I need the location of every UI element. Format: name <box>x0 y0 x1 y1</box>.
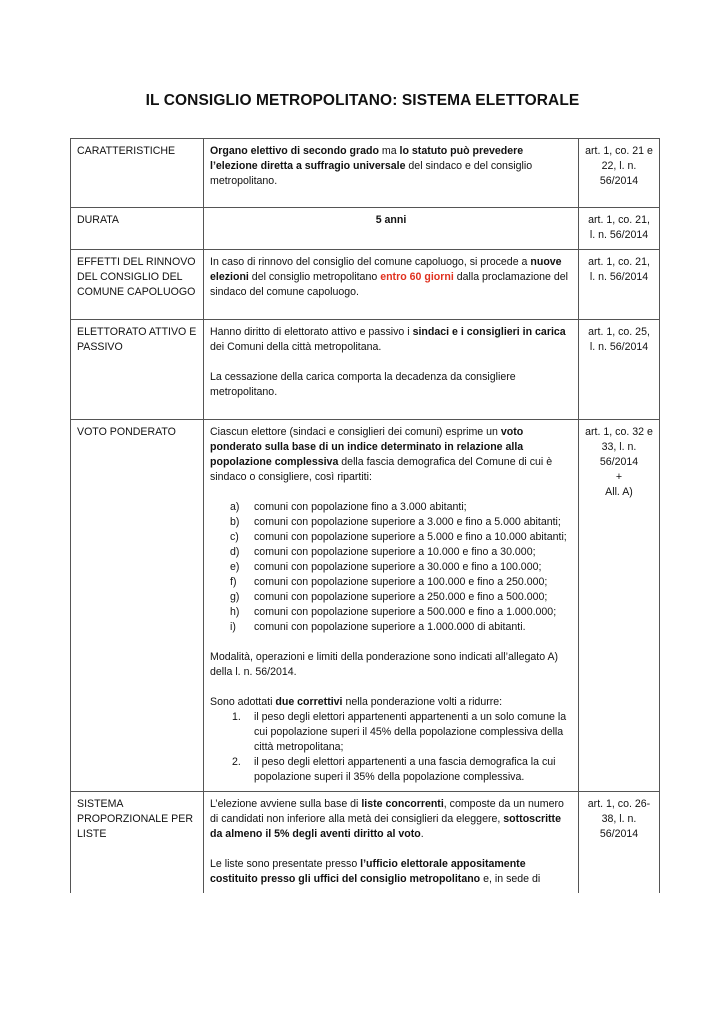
row-text: Hanno diritto di elettorato attivo e passivo i sindaci e i consiglieri in carica dei Comuni della città metropolitana. La cessazione della carica comporta la decadenza da consigliere metropolitano. <box>204 320 579 420</box>
table-row <box>71 208 660 250</box>
list-item: 1. il peso degli elettori appartenenti appartenenti a un solo comune la cui popolazione superi il 45% della popolazione complessiva della città metropolitana; <box>232 711 567 753</box>
list-item: e) comuni con popolazione superiore a 30.000 e fino a 100.000; <box>230 561 542 573</box>
row-reference: art. 1, co. 21, l. n. 56/2014 <box>579 250 660 320</box>
row-reference: art. 1, co. 25, l. n. 56/2014 <box>579 320 660 420</box>
row-text: Organo elettivo di secondo grado ma lo statuto può prevedere l’elezione diretta a suffragio universale del sindaco e del consiglio metropolitano. <box>204 139 579 208</box>
row-text: L’elezione avviene sulla base di liste concorrenti, composte da un numero di candidati non inferiore alla metà dei consiglieri da eleggere, sottoscritte da almeno il 5% degli aventi diritto al voto. Le liste sono presentate presso l’ufficio elettorale appositamente costituito presso gli uffici del consiglio metropolitano e, in sede di <box>204 792 579 894</box>
list-item: a) comuni con popolazione fino a 3.000 abitanti; <box>230 501 467 513</box>
list-item: f) comuni con popolazione superiore a 100.000 e fino a 250.000; <box>230 576 548 588</box>
list-item: 2. il peso degli elettori appartenenti a una fascia demografica la cui popolazione superi il 35% della popolazione complessiva. <box>232 756 556 783</box>
row-label: SISTEMA PROPORZIONALE PER LISTE <box>71 792 204 894</box>
table-row <box>71 139 660 208</box>
row-label: VOTO PONDERATO <box>71 420 204 792</box>
row-label: DURATA <box>71 208 204 250</box>
population-bands-list <box>210 500 572 635</box>
table-row <box>71 792 660 894</box>
row-reference: art. 1, co. 21 e 22, l. n. 56/2014 <box>579 139 660 208</box>
table-row <box>71 420 660 792</box>
row-reference: art. 1, co. 21, l. n. 56/2014 <box>579 208 660 250</box>
deadline-highlight: entro 60 giorni <box>380 271 454 283</box>
row-reference: art. 1, co. 32 e 33, l. n. 56/2014 + All. A) <box>579 420 660 792</box>
row-label: EFFETTI DEL RINNOVO DEL CONSIGLIO DEL COMUNE CAPOLUOGO <box>71 250 204 320</box>
list-item: h) comuni con popolazione superiore a 500.000 e fino a 1.000.000; <box>230 606 557 618</box>
list-item: b) comuni con popolazione superiore a 3.000 e fino a 5.000 abitanti; <box>230 516 561 528</box>
row-label: ELETTORATO ATTIVO E PASSIVO <box>71 320 204 420</box>
list-item: d) comuni con popolazione superiore a 10.000 e fino a 30.000; <box>230 546 536 558</box>
row-text: In caso di rinnovo del consiglio del comune capoluogo, si procede a nuove elezioni del consiglio metropolitano entro 60 giorni dalla proclamazione del sindaco del comune capoluogo. <box>204 250 579 320</box>
table-row <box>71 320 660 420</box>
page-title: IL CONSIGLIO METROPOLITANO: SISTEMA ELETTORALE <box>145 92 580 109</box>
row-text: 5 anni <box>204 208 579 250</box>
row-label: CARATTERISTICHE <box>71 139 204 208</box>
corrections-list <box>210 710 572 785</box>
table-row <box>71 250 660 320</box>
list-item: i) comuni con popolazione superiore a 1.000.000 di abitanti. <box>230 621 526 633</box>
list-item: g) comuni con popolazione superiore a 250.000 e fino a 500.000; <box>230 591 548 603</box>
electoral-system-table <box>70 138 660 893</box>
list-item: c) comuni con popolazione superiore a 5.000 e fino a 10.000 abitanti; <box>230 531 567 543</box>
row-text: Ciascun elettore (sindaci e consiglieri dei comuni) esprime un voto ponderato sulla base di un indice determinato in relazione alla popolazione complessiva della fascia demografica del Comune di cui è sindaco o consigliere, così ripartiti: a) comuni con popolazione fino a 3.000 abitanti; b) comuni con popolazione superiore a 3.000 e fino a 5.000 abitanti; c) comuni con popolazione superiore a 5.000 e fino a 10.000 abitanti; d) comuni con popolazione superiore a 10.000 e fino a 30.000; e) comuni con popolazione superiore a 30.000 e fino a 100.000; f) comuni con popolazione superiore a 100.000 e fino a 250.000; g) comuni con popolazione superiore a 250.000 e fino a 500.000; h) comuni con popolazione superiore a 500.000 e fino a 1.000.000; i) comuni con popolazione superiore a 1.000.000 di abitanti. Modalità, operazioni e limiti della ponderazione sono indicati all’allegato A) della l. n. 56/2014. Sono adottati due correttivi nella ponderazione volti a ridurre: 1. il peso degli elettori appartenenti appartenenti a un solo comune la cui popolazione superi il 45% della popolazione complessiva della città metropolitana; 2. il peso degli elettori appartenenti a una fascia demografica la cui popolazione superi il 35% della popolazione complessiva. <box>204 420 579 792</box>
row-reference: art. 1, co. 26-38, l. n. 56/2014 <box>579 792 660 894</box>
